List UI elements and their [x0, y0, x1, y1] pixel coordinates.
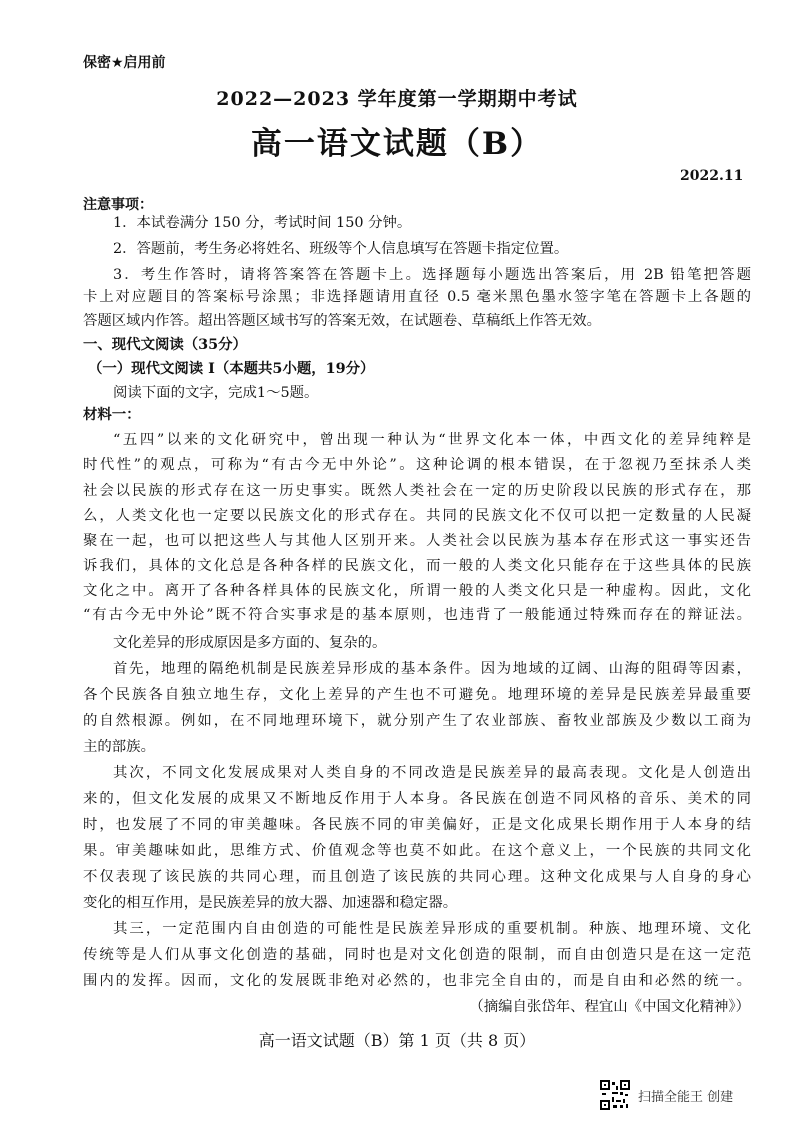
- passage-line: 的自然根源。例如，在不同地理环境下，就分别产生了农业部族、畜牧业部族及少数以工商为: [83, 713, 751, 729]
- note-item: 3．考生作答时，请将答案答在答题卡上。选择题每小题选出答案后，用 2B 铅笔把答题: [113, 267, 751, 283]
- note-item: 1．本试卷满分 150 分，考试时间 150 分钟。: [113, 215, 412, 231]
- passage-line: 时，也发展了不同的审美趣味。各民族不同的审美偏好，正是文化成果长期作用于人本身的结: [83, 817, 751, 833]
- passage-line: “有古今无中外论”既不符合实事求是的基本原则，也违背了一般能通过特殊而存在的辩证法。: [83, 607, 751, 623]
- passage-line: 传统等是人们从事文化创造的基础，同时也是对文化创造的限制，而自由创造只是在这一定范: [83, 947, 751, 963]
- passage-line: 各个民族各自独立地生存，文化上差异的产生也不可避免。地理环境的差异是民族差异最重要: [83, 687, 751, 703]
- passage-line: 诉我们，具体的文化总是各种各样的民族文化，而一般的人类文化只能存在于这些具体的民族: [83, 558, 751, 574]
- note-item: 答题区域内作答。超出答题区域书写的答案无效，在试题卷、草稿纸上作答无效。: [83, 313, 602, 329]
- passage-line: 变化的相互作用，是民族差异的放大器、加速器和稳定器。: [83, 895, 458, 911]
- passage-line: 围内的发挥。因而，文化的发展既非绝对必然的，也非完全自由的，而是自由和必然的统一。: [83, 973, 751, 989]
- note-item: 卡上对应题目的答案标号涂黑；非选择题请用直径 0.5 毫米黑色墨水签字笔在答题卡上各题的: [83, 289, 751, 305]
- scanner-label: 扫描全能王 创建: [638, 1089, 734, 1105]
- passage-line: 来的，但文化发展的成果又不断地反作用于人本身。各民族在创造不同风格的音乐、美术的同: [83, 791, 751, 807]
- note-item: 2．答题前，考生务必将姓名、班级等个人信息填写在答题卡指定位置。: [113, 241, 569, 257]
- passage-line: 文化之中。离开了各种各样具体的民族文化，所谓一般的人类文化只是一种虚构。因此，文化: [83, 583, 751, 599]
- subsection-heading: （一）现代文阅读 I（本题共5小题，19分）: [88, 360, 375, 377]
- passage-line: “五四”以来的文化研究中，曾出现一种认为“世界文化本一体，中西文化的差异纯粹是: [113, 432, 751, 448]
- scanner-watermark: [600, 1080, 733, 1110]
- passage-line: 不仅表现了该民族的共同心理，而且创造了该民族的共同心理。这种文化成果与人自身的身心: [83, 869, 751, 885]
- passage-line: 果。审美趣味如此，思维方式、价值观念等也莫不如此。在这个意义上，一个民族的共同文化: [83, 843, 751, 859]
- page-number: 高一语文试题（B）第 1 页（共 8 页）: [258, 1031, 536, 1050]
- passage-line: 社会以民族的形式存在这一历史事实。既然人类社会在一定的历史阶段以民族的形式存在，那: [83, 483, 751, 499]
- passage-source: （摘编自张岱年、程宜山《中国文化精神》）: [469, 999, 750, 1015]
- confidential-label: 保密★启用前: [83, 55, 166, 71]
- passage-line: 时代性”的观点，可称为“有古今无中外论”。这种论调的根本错误，在于忽视乃至抹杀人类: [83, 457, 751, 473]
- notes-heading: 注意事项：: [83, 197, 153, 213]
- section-heading: 一、现代文阅读（35分）: [83, 336, 247, 353]
- exam-year-title: 2022—2023 学年度第一学期期中考试: [216, 88, 578, 110]
- page-title: 高一语文试题（B）: [250, 126, 544, 162]
- passage-line: 首先，地理的隔绝机制是民族差异形成的基本条件。因为地域的辽阔、山海的阻碍等因素，: [113, 661, 751, 677]
- passage-line: 其次，不同文化发展成果对人类自身的不同改造是民族差异的最高表现。文化是人创造出: [113, 765, 751, 781]
- passage-line: 其三，一定范围内自由创造的可能性是民族差异形成的重要机制。种族、地理环境、文化: [113, 921, 751, 937]
- material-label: 材料一：: [83, 406, 141, 423]
- exam-date: 2022.11: [680, 168, 744, 184]
- passage-line: 文化差异的形成原因是多方面的、复杂的。: [113, 635, 387, 651]
- passage-line: 聚在一起，也可以把这些人与其他人区别开来。人类社会以民族为基本存在形式这一事实还告: [83, 533, 751, 549]
- passage-line: 主的部族。: [83, 739, 155, 755]
- instruction-text: 阅读下面的文字，完成1～5题。: [113, 385, 319, 401]
- passage-line: 么，人类文化也一定要以民族文化的形式存在。共同的民族文化不仅可以把一定数量的人民凝: [83, 508, 751, 524]
- qr-code-icon: [600, 1080, 630, 1110]
